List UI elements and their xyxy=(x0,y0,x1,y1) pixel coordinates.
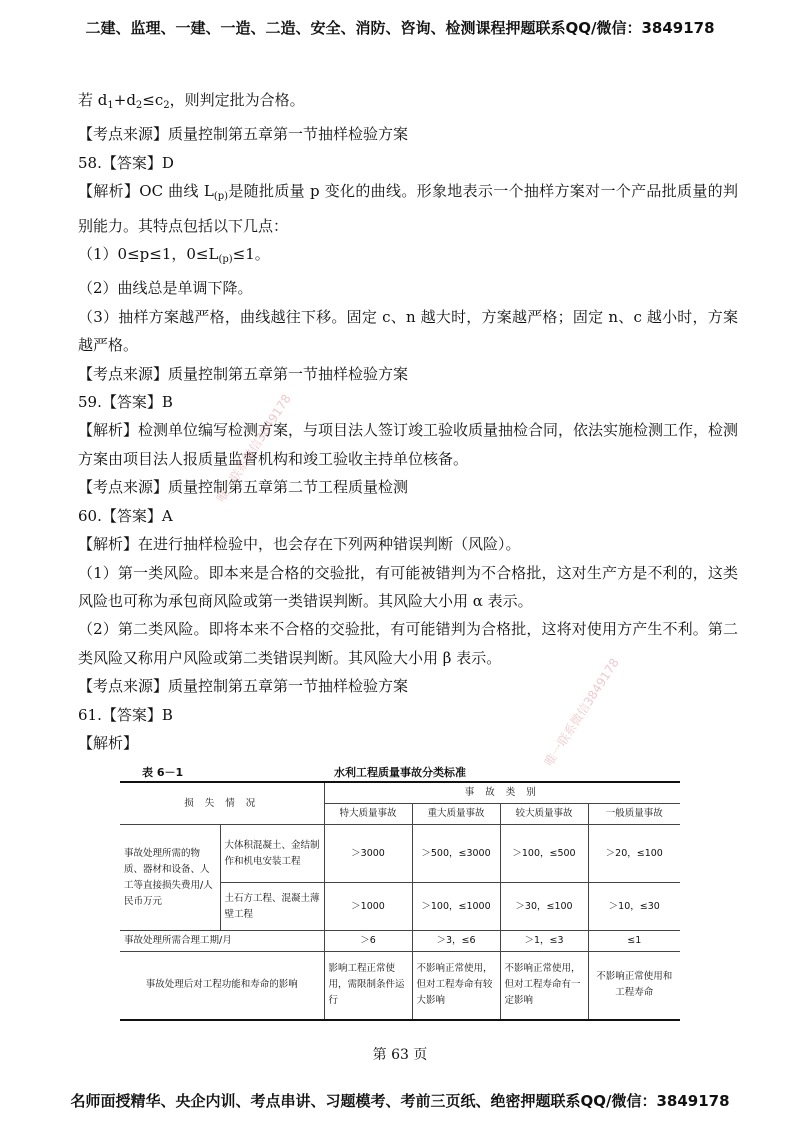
row-label: 事故处理后对工程功能和寿命的影响 xyxy=(120,952,324,1020)
table-row xyxy=(120,952,680,1020)
table-title: 水利工程质量事故分类标准 xyxy=(334,766,466,779)
table-cell: ＞100，≤500 xyxy=(500,825,588,883)
column-header: 较大质量事故 xyxy=(500,804,588,825)
judgement-line: 若 $d_1+d_2\le c_2$，则判定批为合格。 xyxy=(78,91,305,111)
row-label: 土石方工程、混凝土薄壁工程 xyxy=(220,883,324,931)
table-cell: 影响工程正常使用，需限制条件运行 xyxy=(324,952,412,1020)
table-cell: ＞1000 xyxy=(324,883,412,931)
table-caption xyxy=(120,761,680,781)
table-cell: ＞30，≤100 xyxy=(500,883,588,931)
analysis-58: 【解析】OC 曲线 $L_{(p)}$是随批质量 p 变化的曲线。形象地表示一个抽样方案对一个产品批质量的判别能力。其特点包括以下几点： xyxy=(78,182,738,235)
table-cell: 不影响正常使用，但对工程寿命有一定影响 xyxy=(500,952,588,1020)
risk-1: （1）第一类风险。即本来是合格的交验批，有可能被错判为不合格批，这对生产方是不利的，这类风险也可称为承包商风险或第一类错误判断。其风险大小用 α 表示。 xyxy=(78,563,738,610)
table-cell: ≤1 xyxy=(588,931,680,952)
answer-61: 61.【答案】B xyxy=(78,705,173,724)
risk-2: （2）第二类风险。即将本来不合格的交验批，有可能错判为合格批，这将对使用方产生不利。第二类风险又称用户风险或第二类错误判断。其风险大小用 β 表示。 xyxy=(78,620,738,667)
category-header: 事 故 类 别 xyxy=(324,782,680,804)
point-2: （2）曲线总是单调下降。 xyxy=(78,279,253,298)
table-cell: ＞3，≤6 xyxy=(412,931,500,952)
table-cell: ＞10，≤30 xyxy=(588,883,680,931)
watermark: 唯一联系微信3849178 xyxy=(541,655,622,769)
source-58: 【考点来源】质量控制第五章第一节抽样检验方案 xyxy=(78,364,409,383)
column-header: 重大质量事故 xyxy=(412,804,500,825)
point-1: （1）0≤p≤1，$0\le L_{(p)}\le 1$。 xyxy=(78,245,270,266)
cost-label: 事故处理所需的物质、器材和设备、人工等直接损失费用/人民币万元 xyxy=(120,825,220,931)
source-60: 【考点来源】质量控制第五章第一节抽样检验方案 xyxy=(78,677,409,696)
answer-60: 60.【答案】A xyxy=(78,506,173,525)
table-number: 表 6－1 xyxy=(142,766,184,779)
source-57: 【考点来源】质量控制第五章第一节抽样检验方案 xyxy=(78,125,409,144)
loss-header: 损 失 情 况 xyxy=(120,782,324,825)
table-cell: ＞3000 xyxy=(324,825,412,883)
table-row xyxy=(120,825,680,883)
analysis-61: 【解析】 xyxy=(78,733,139,752)
answer-content xyxy=(78,86,738,757)
analysis-60: 【解析】在进行抽样检验中，也会存在下列两种错误判断（风险）。 xyxy=(78,535,521,554)
answer-59: 59.【答案】B xyxy=(78,393,173,412)
table-cell: 不影响正常使用，但对工程寿命有较大影响 xyxy=(412,952,500,1020)
accident-classification-table-block xyxy=(120,761,680,1021)
column-header: 一般质量事故 xyxy=(588,804,680,825)
watermark: 唯一联系微信3849178 xyxy=(213,391,294,505)
answer-58: 58.【答案】D xyxy=(78,153,174,172)
page-footer: 名师面授精华、央企内训、考点串讲、习题模考、考前三页纸、绝密押题联系QQ/微信：3849178 xyxy=(70,1092,730,1110)
table-cell: ＞100，≤1000 xyxy=(412,883,500,931)
point-3: （3）抽样方案越严格，曲线越往下移。固定 c、n 越大时，方案越严格；固定 n、c 越小时，方案越严格。 xyxy=(78,307,738,355)
page-number: 第 63 页 xyxy=(372,1047,428,1063)
source-59: 【考点来源】质量控制第五章第二节工程质量检测 xyxy=(78,478,409,497)
analysis-59: 【解析】检测单位编写检测方案，与项目法人签订竣工验收质量抽检合同，依法实施检测工作，检测方案由项目法人报质量监督机构和竣工验收主持单位核备。 xyxy=(78,421,739,468)
table-cell: ＞20，≤100 xyxy=(588,825,680,883)
table-cell: 不影响正常使用和工程寿命 xyxy=(588,952,680,1020)
table-row xyxy=(120,931,680,952)
table-cell: ＞500，≤3000 xyxy=(412,825,500,883)
row-label: 事故处理所需合理工期/月 xyxy=(120,931,324,952)
accident-classification-table xyxy=(120,781,680,1021)
table-header-row xyxy=(120,782,680,804)
column-header: 特大质量事故 xyxy=(324,804,412,825)
table-cell: ＞1，≤3 xyxy=(500,931,588,952)
row-label: 大体积混凝土、金结制作和机电安装工程 xyxy=(220,825,324,883)
table-cell: ＞6 xyxy=(324,931,412,952)
page-header: 二建、监理、一建、一造、二造、安全、消防、咨询、检测课程押题联系QQ/微信：3849178 xyxy=(85,19,715,37)
